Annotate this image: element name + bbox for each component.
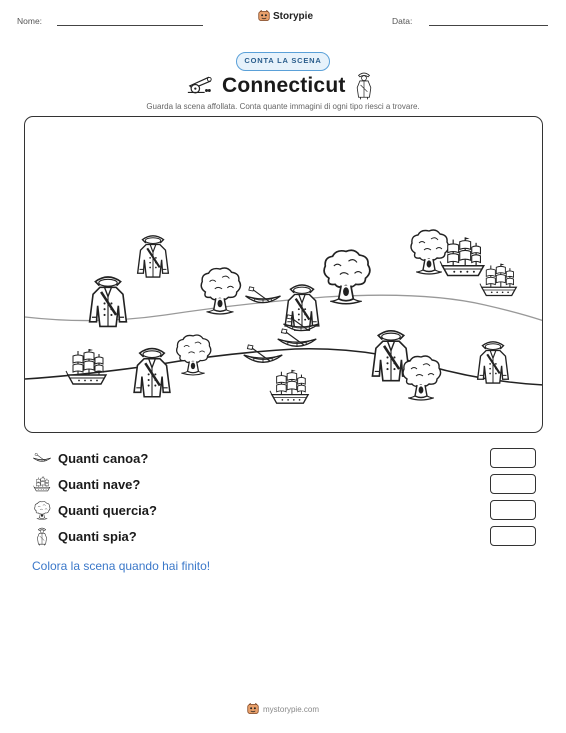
scene-illustration (25, 117, 543, 433)
page-title: Connecticut (222, 74, 346, 97)
coat-icon (478, 342, 509, 383)
ship-icon (480, 264, 516, 296)
counting-scene (24, 116, 543, 433)
question-icon (31, 525, 53, 547)
question-row (31, 499, 536, 521)
ship-icon (270, 370, 308, 403)
question-row (31, 525, 536, 547)
canoe-icon (246, 287, 281, 303)
spy-icon (353, 70, 375, 100)
answer-box[interactable] (490, 526, 536, 546)
storypie-logo-icon (247, 703, 259, 715)
question-text: Quanti canoa? (58, 450, 149, 466)
spy-icon (35, 526, 49, 546)
question-row (31, 447, 536, 469)
brand (258, 10, 313, 22)
question-icon (31, 473, 53, 495)
question-icon (31, 447, 53, 469)
coat-icon (138, 236, 169, 277)
tree-icon (177, 335, 211, 375)
question-text: Quanti spia? (58, 528, 137, 544)
tree-icon (201, 268, 240, 314)
coloring-instruction: Colora la scena quando hai finito! (32, 559, 211, 573)
answer-box[interactable] (490, 474, 536, 494)
canoe-icon (32, 451, 52, 465)
coat-icon (285, 285, 319, 330)
question-text: Quanti quercia? (58, 502, 157, 518)
answer-box[interactable] (490, 448, 536, 468)
coat-icon (134, 349, 170, 397)
activity-badge: CONTA LA SCENA (236, 52, 330, 71)
question-text: Quanti nave? (58, 476, 141, 492)
page-footer (0, 703, 566, 715)
storypie-logo-icon (258, 10, 270, 22)
coat-icon (90, 277, 127, 326)
cannon-icon (186, 73, 214, 95)
date-field-line[interactable] (429, 25, 548, 26)
canoe-icon (244, 345, 283, 362)
question-icon (31, 499, 53, 521)
canoe-icon (278, 329, 317, 346)
date-label: Data: (392, 16, 413, 26)
answer-box[interactable] (490, 500, 536, 520)
instructions: Guarda la scena affollata. Conta quante immagini di ogni tipo riesci a trovare. (146, 102, 420, 111)
question-row (31, 473, 536, 495)
tree-icon (403, 356, 441, 400)
footer-url[interactable]: mystorypie.com (262, 704, 319, 714)
name-label: Nome: (17, 16, 43, 26)
tree-icon (33, 501, 51, 520)
ship-icon (66, 349, 106, 384)
name-field-line[interactable] (57, 25, 203, 26)
ship-icon (33, 475, 51, 493)
brand-name: Storypie (273, 10, 314, 22)
